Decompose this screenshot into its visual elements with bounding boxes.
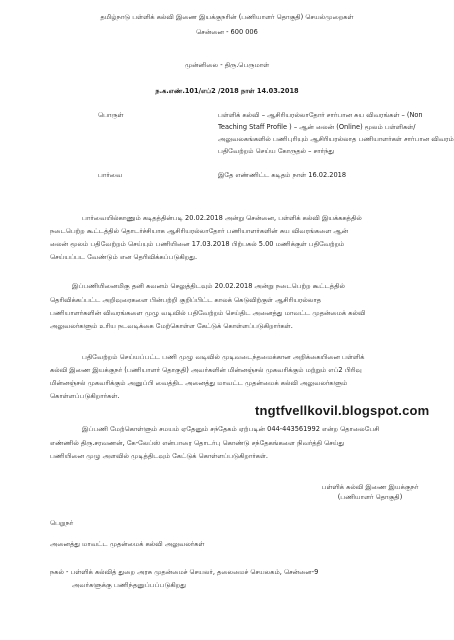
para4-line3: பணியினை முழு அளவில் முடித்திடவும் கேட்டுக் கொள்ளப்படுகிறார்கள். bbox=[50, 452, 269, 460]
para3-line1: பதிவேற்றம் செய்யப்பட்ட பணி முழு வடிவில் முடிவடைந்தமைக்கான அறிக்கையினை பள்ளிக் bbox=[82, 353, 365, 361]
para2-line2: தெரிவிக்கப்பட்ட அறிவுரைகளை பின்பற்றி குறிப்பிட்ட காலக் கெடுவிற்குள் ஆசிரியரல்லாத bbox=[50, 296, 322, 304]
para1-line4: செய்யப்பட வேண்டும் என தெரிவிக்கப்படுகிறது. bbox=[50, 253, 198, 261]
para1-line2: நடைபெற்ற கூட்டத்தில் தொடர்ச்சியாக ஆசிரியரல்லாதோர் பணியாளர்களின் சுய விவரங்களை ஆன் bbox=[50, 227, 349, 235]
blog-watermark: tngtfvellkovil.blogspot.com bbox=[255, 403, 430, 418]
para3-line2: கல்வி இணை இயக்குநர் (பணியாளர் தொகுதி) அவர்களின் மின்னஞ்சல் முகவரிக்கும் மற்றும் எப்2 பிரிவு bbox=[50, 366, 362, 374]
signature-designation: பள்ளிக் கல்வி இணை இயக்குநர் bbox=[321, 483, 419, 491]
para3-line4: கொள்ளப்படுகிறார்கள். bbox=[50, 392, 120, 400]
copy-line-2: அவர்களுக்கு பணிந்தனுப்பப்படுகிறது bbox=[72, 581, 186, 589]
para2-line3: பணியாளர்களின் விவரங்களை முழு வடிவில் பதிவேற்றம் செய்திட அனைத்து மாவட்ட முதன்மைக் கல்வி bbox=[50, 309, 366, 317]
para3-line3: மின்னஞ்சல் முகவரிக்கும் அனுப்பி வைத்திட அனைத்து மாவட்ட முதன்மைக் கல்வி அலுவலர்களும் bbox=[50, 379, 348, 387]
para1-line3: லைன் மூலம் பதிவேற்றம் செய்யும் பணியினை 17.03.2018 பிற்பகல் 5.00 மணிக்குள் பதிவேற்றம் bbox=[50, 240, 345, 248]
recipient-label: பெறுநர் bbox=[50, 519, 74, 527]
reference-text: இதே எண்ணிட்ட கடிதம் நாள் 16.02.2018 bbox=[218, 171, 347, 179]
para4-line2: எண்ணில் திரு.சரவணன், கே-லேப்ஸ் என்பாரை தொடர்பு கொண்டு சந்தேகங்களை நிவர்த்தி செய்து bbox=[50, 439, 345, 447]
subject-line-2: Teaching Staff Profile ) – ஆன் லைன் (Online) மூலம் பள்ளிகள்/ bbox=[218, 123, 416, 131]
signature-section: (பணியாளர் தொகுதி) bbox=[337, 492, 403, 501]
recipient-text: அனைத்து மாவட்ட முதன்மைக் கல்வி அலுவலர்கள் bbox=[50, 540, 205, 548]
para2-line1: இப்பணியினைமிகு தனி கவனம் செலுத்திடவும் 20.02.2018 அன்று நடைபெற்ற கூட்டத்தில் bbox=[72, 282, 345, 290]
subject-line-4: பதிவேற்றம் செய்ய கோருதல் – சார்ந்து bbox=[218, 147, 335, 155]
subject-line-3: அலுவலகங்களில் பணிபுரியும் ஆசிரியரல்லாத பணியாளர்கள் சார்பான விவரம் bbox=[218, 135, 454, 143]
signature-block bbox=[315, 483, 425, 502]
reference-label: பார்வை bbox=[98, 171, 123, 179]
para4-line1: இப்பணி மேற்கொள்ளும் சமயம் ஏதேனும் சந்தேகம் ஏற்படின் 044-443561992 என்ற தொலைபேசி bbox=[82, 425, 380, 433]
header-officer: முன்னிலை - திரு.பெருமாள் bbox=[184, 61, 270, 69]
header-title: தமிழ்நாடு பள்ளிக் கல்வி இணை இயக்குநரின் (பணியாளர் தொகுதி) செயல்முறைகள் bbox=[100, 13, 354, 21]
subject-label: பொருள் bbox=[98, 111, 124, 119]
para2-line4: அலுவலர்களும் உரிய நடவடிக்கை மேற்கொள்ள கேட்டுக் கொள்ளப்படுகிறார்கள். bbox=[50, 322, 293, 330]
para1-line1: பார்வையில்காணும் கடிதத்தின்படி 20.02.2018 அன்று சென்னை, பள்ளிக் கல்வி இயக்ககத்தில் bbox=[82, 214, 362, 222]
subject-line-1: பள்ளிக் கல்வி – ஆசிரியரல்லாதோர் சார்பான சுய விவரங்கள் – (Non bbox=[218, 111, 423, 119]
copy-line-1: நகல் - பள்ளிக் கல்வித் துறை அரசு முதன்மைச் செயலர், தலைமைச் செயலகம், சென்னை-9 bbox=[50, 568, 319, 576]
header-city: சென்னை - 600 006 bbox=[196, 28, 258, 36]
reference-number: ந.க.எண்.101/எப்2 /2018 நாள் 14.03.2018 bbox=[155, 87, 299, 95]
